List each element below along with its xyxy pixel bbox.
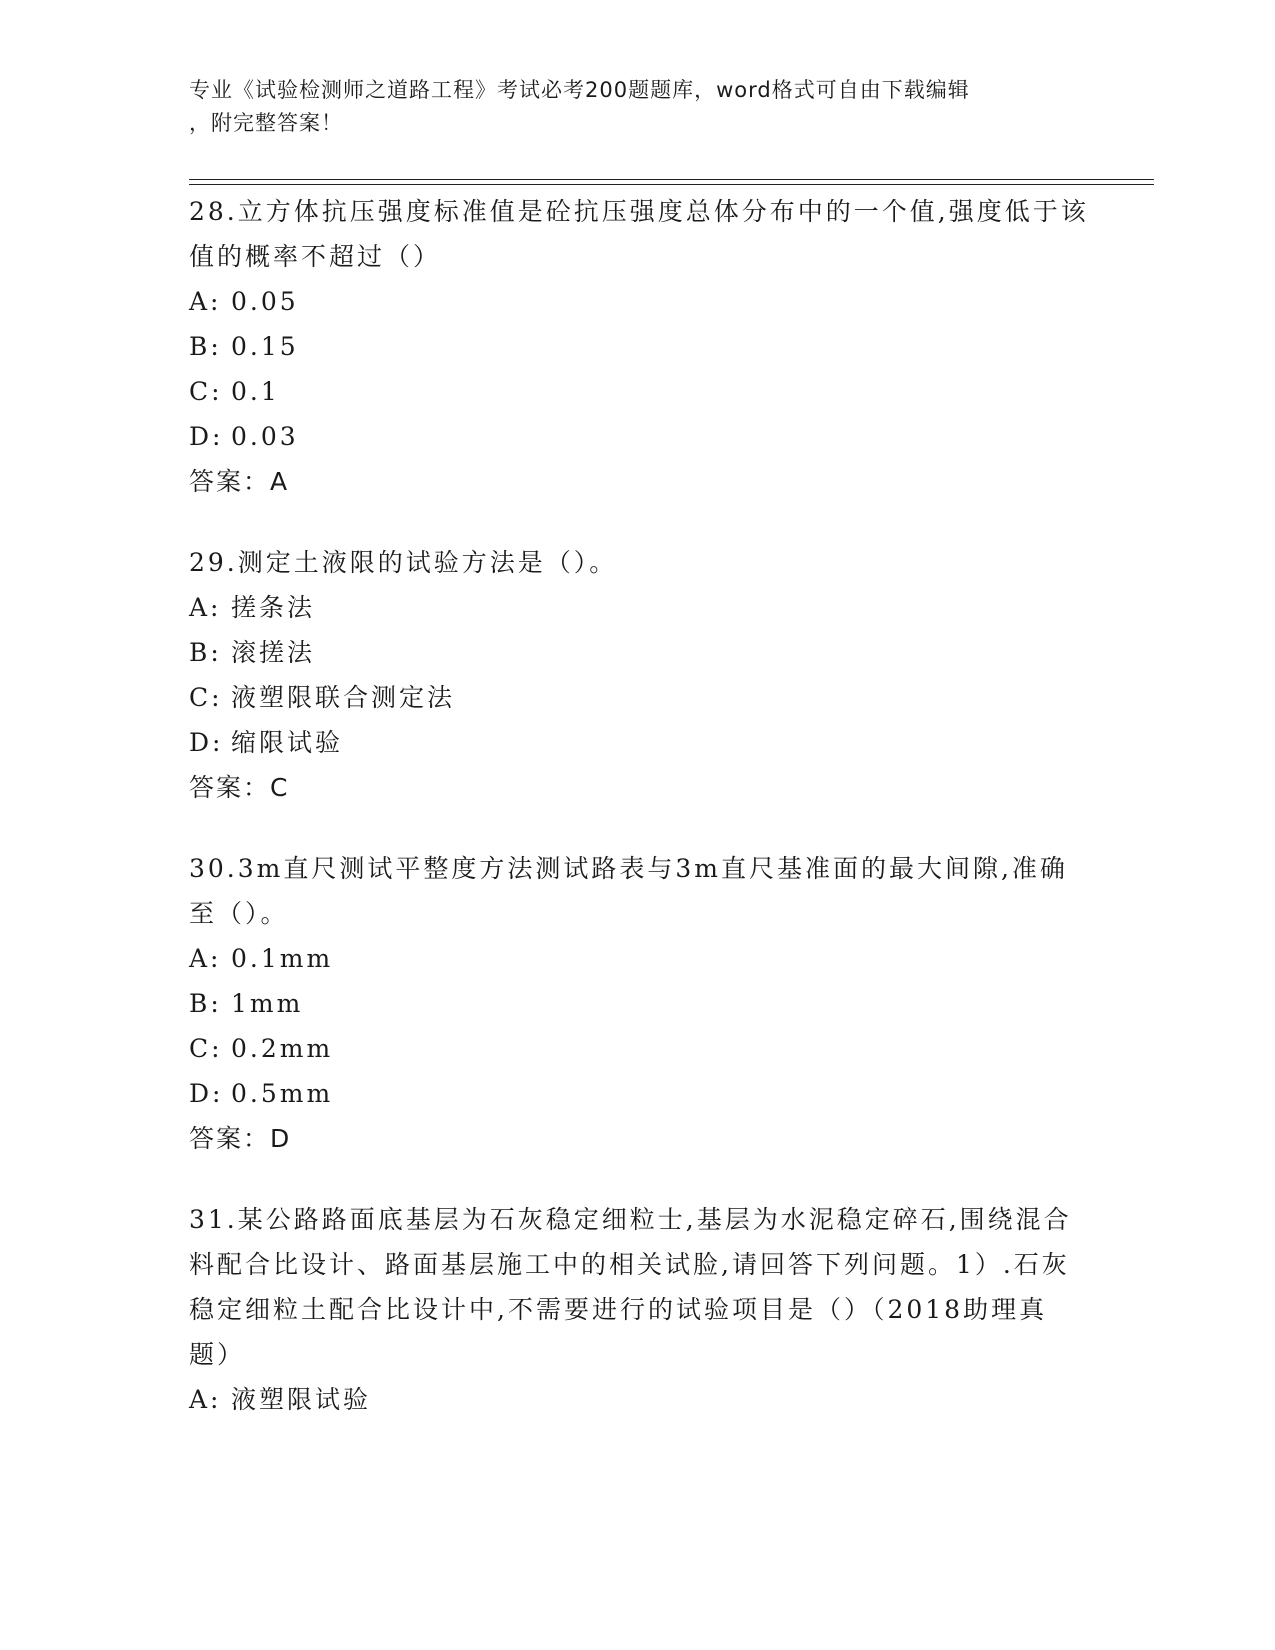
option-c bbox=[189, 675, 1089, 720]
option-key: B: bbox=[189, 332, 222, 361]
answer-line: 答案：D bbox=[189, 1124, 292, 1153]
option-key: B: bbox=[189, 638, 222, 667]
question-30 bbox=[189, 846, 1089, 1161]
option-text: 1mm bbox=[231, 989, 304, 1018]
option-key: D: bbox=[189, 1079, 224, 1108]
option-b bbox=[189, 324, 1089, 369]
option-c bbox=[189, 1026, 1089, 1071]
option-text: 0.03 bbox=[231, 422, 299, 451]
option-key: A: bbox=[189, 287, 222, 316]
question-list bbox=[189, 189, 1089, 1458]
option-text: 0.05 bbox=[231, 287, 299, 316]
option-c bbox=[189, 369, 1089, 414]
option-key: C: bbox=[189, 683, 223, 712]
header-line-2: ，附完整答案！ bbox=[189, 111, 343, 135]
question-stem: 30.3m直尺测试平整度方法测试路表与3m直尺基准面的最大间隙,准确至（）。 bbox=[189, 854, 1068, 928]
option-b bbox=[189, 981, 1089, 1026]
option-key: C: bbox=[189, 1034, 223, 1063]
option-key: D: bbox=[189, 728, 224, 757]
option-a bbox=[189, 1377, 1089, 1422]
option-key: A: bbox=[189, 944, 222, 973]
answer-line: 答案：A bbox=[189, 467, 290, 496]
option-text: 0.2mm bbox=[231, 1034, 334, 1063]
option-text: 搓条法 bbox=[231, 593, 316, 622]
option-text: 液塑限联合测定法 bbox=[231, 683, 456, 712]
option-d bbox=[189, 414, 1089, 459]
option-text: 液塑限试验 bbox=[231, 1385, 372, 1414]
option-a bbox=[189, 585, 1089, 630]
option-key: C: bbox=[189, 377, 223, 406]
question-stem: 29.测定土液限的试验方法是（）。 bbox=[189, 548, 618, 577]
question-stem: 28.立方体抗压强度标准值是砼抗压强度总体分布中的一个值,强度低于该值的概率不超过（） bbox=[189, 197, 1089, 271]
option-a bbox=[189, 936, 1089, 981]
option-text: 0.5mm bbox=[231, 1079, 334, 1108]
answer-line: 答案：C bbox=[189, 773, 290, 802]
option-key: A: bbox=[189, 1385, 222, 1414]
question-28 bbox=[189, 189, 1089, 504]
option-text: 0.1mm bbox=[231, 944, 334, 973]
option-text: 0.1 bbox=[231, 377, 280, 406]
option-d bbox=[189, 1071, 1089, 1116]
option-b bbox=[189, 630, 1089, 675]
document-header bbox=[189, 74, 1089, 140]
question-31 bbox=[189, 1197, 1089, 1422]
header-divider-top bbox=[189, 179, 1154, 180]
question-29 bbox=[189, 540, 1089, 810]
option-key: B: bbox=[189, 989, 222, 1018]
option-key: D: bbox=[189, 422, 224, 451]
option-key: A: bbox=[189, 593, 222, 622]
question-stem: 31.某公路路面底基层为石灰稳定细粒士,基层为水泥稳定碎石,围绕混合料配合比设计、路面基层施工中的相关试脸,请回答下列问题。1）.石灰稳定细粒土配合比设计中,不需要进行的试验项目是（）（2018助理真题） bbox=[189, 1205, 1072, 1369]
option-text: 0.15 bbox=[231, 332, 299, 361]
option-a bbox=[189, 279, 1089, 324]
header-divider-bottom bbox=[189, 184, 1154, 185]
option-d bbox=[189, 720, 1089, 765]
option-text: 滚搓法 bbox=[231, 638, 316, 667]
option-text: 缩限试验 bbox=[231, 728, 344, 757]
header-line-1: 专业《试验检测师之道路工程》考试必考200题题库，word格式可自由下载编辑 bbox=[189, 78, 970, 102]
